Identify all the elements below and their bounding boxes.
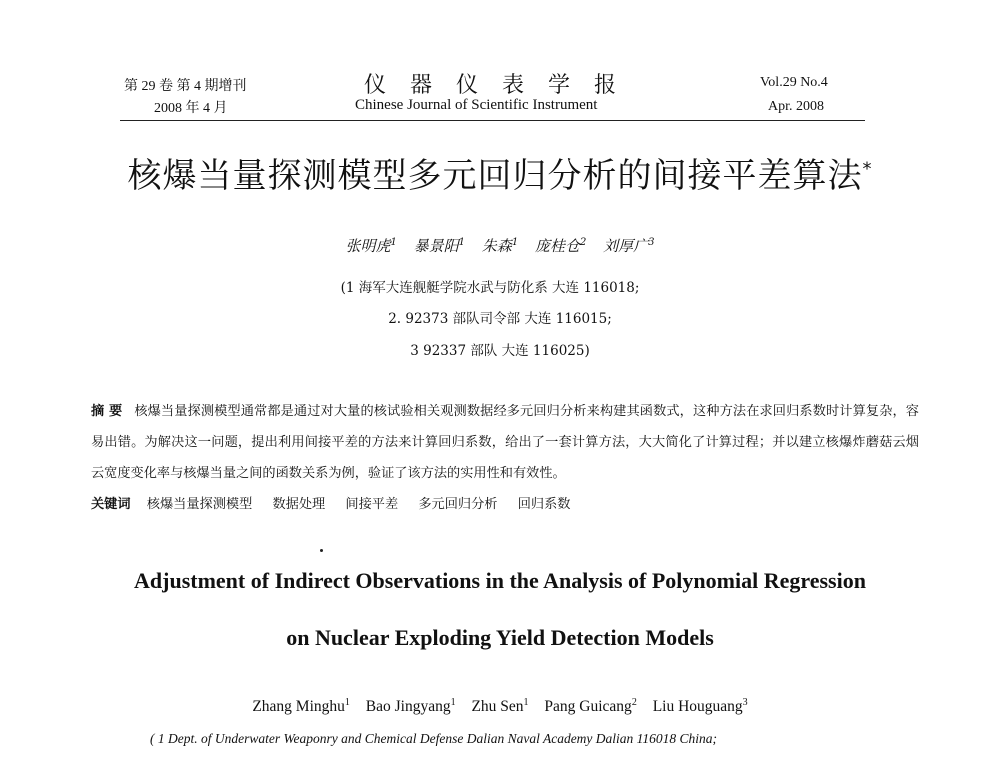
author-en: [544, 698, 636, 715]
author-cn: [345, 237, 396, 255]
journal-name-en: Chinese Journal of Scientific Instrument: [355, 97, 598, 113]
journal-volume-en: Vol.29 No.4: [760, 75, 828, 90]
abstract-cn: [91, 396, 919, 489]
affiliation-en: ( 1 Dept. of Underwater Weaponry and Chemical Defense Dalian Naval Academy Dalian 116018 China;: [150, 731, 718, 746]
author-en: [471, 698, 528, 715]
author-cn-name: 朱森: [481, 237, 512, 255]
author-en-name: Zhu Sen: [471, 698, 524, 716]
author-en-sup: 1: [523, 697, 529, 708]
keyword: 数据处理: [272, 497, 326, 512]
author-en: [366, 698, 456, 715]
author-list-en: [0, 697, 1000, 716]
author-cn: [414, 237, 465, 255]
author-cn-sup: 1: [511, 237, 519, 248]
author-en: [252, 698, 350, 715]
author-cn-name: 庞桂仓: [534, 237, 580, 255]
affiliation-cn-1: (1 海军大连舰艇学院水武与防化系 大连 116018;: [340, 280, 640, 296]
keyword: 间接平差: [345, 497, 399, 512]
journal-volume: 第 29 卷 第 4 期增刊: [124, 79, 247, 94]
author-en-sup: 2: [631, 697, 637, 708]
affiliation-cn-2: 2. 92373 部队司令部 大连 116015;: [388, 311, 612, 327]
author-cn-name: 刘厚广: [603, 237, 649, 255]
author-cn: [482, 237, 518, 255]
author-en-sup: 1: [450, 697, 456, 708]
keyword: 核爆当量探测模型: [146, 497, 253, 512]
header-rule: [120, 120, 865, 121]
paper-title-en-line1: Adjustment of Indirect Observations in the Analysis of Polynomial Regression: [134, 568, 866, 593]
author-cn-sup: 1: [390, 237, 397, 248]
journal-date-en: Apr. 2008: [768, 99, 824, 114]
author-en: [653, 698, 748, 715]
journal-name-cn: 仪器仪表学报: [364, 72, 641, 97]
title-footnote-mark: *: [862, 158, 873, 180]
author-cn: [603, 237, 654, 255]
author-en-name: Zhang Minghu: [252, 698, 345, 716]
author-cn-sup: 3: [648, 237, 655, 248]
paper-title-en-line2: on Nuclear Exploding Yield Detection Models: [286, 625, 714, 650]
author-en-name: Bao Jingyang: [365, 698, 451, 716]
author-list-cn: [0, 235, 1000, 256]
author-en-sup: 1: [344, 697, 350, 708]
paper-title-cn-text: 核爆当量探测模型多元回归分析的间接平差算法: [127, 156, 863, 196]
keyword: 回归系数: [517, 497, 571, 512]
author-cn-name: 暴景阳: [413, 237, 459, 255]
abstract-text: 核爆当量探测模型通常都是通过对大量的核试验相关观测数据经多元回归分析来构建其函数式，这种方法在求回归系数时计算复杂，容易出错。为解决这一问题，提出利用间接平差的方法来计算回归系数，给出了一套计算方法，大大简化了计算过程；并以建立核爆炸蘑菇云烟云宽度变化率与核爆当量之间的函数关系为例，验证了该方法的实用性和有效性。: [91, 404, 919, 481]
author-cn-name: 张明虎: [345, 237, 391, 255]
author-cn-sup: 1: [458, 237, 466, 248]
affiliation-cn-3: 3 92337 部队 大连 116025): [410, 343, 590, 359]
author-en-name: Liu Houguang: [652, 698, 743, 716]
keyword: 多元回归分析: [418, 497, 498, 512]
keywords-cn: [91, 493, 586, 512]
author-en-sup: 3: [742, 697, 748, 708]
author-cn: [535, 237, 586, 255]
author-en-name: Pang Guicang: [544, 698, 632, 716]
author-cn-sup: 2: [579, 237, 587, 248]
scan-speck: [320, 549, 323, 552]
abstract-label: 摘 要: [91, 404, 123, 419]
journal-date: 2008 年 4 月: [154, 101, 228, 116]
paper-title-cn: [0, 148, 1000, 197]
keywords-label: 关键词: [91, 497, 131, 512]
